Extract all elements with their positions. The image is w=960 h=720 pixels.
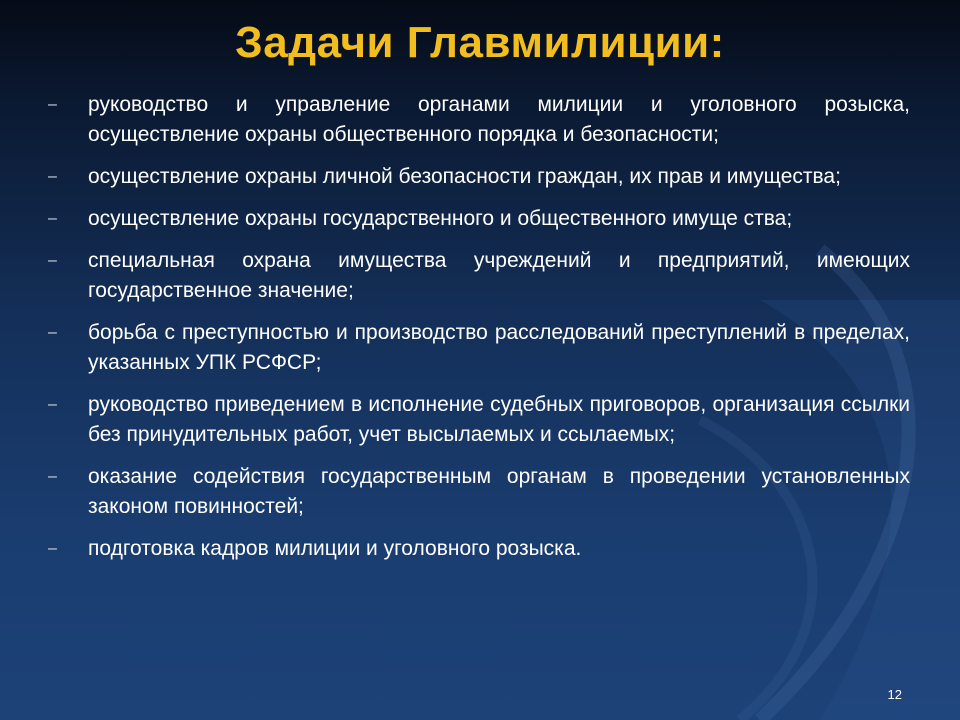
dash-bullet: – <box>48 252 57 269</box>
list-item-text: оказание содействия государственным органам в проведении установленных законом повинностей; <box>88 465 910 518</box>
dash-bullet: – <box>48 540 57 557</box>
list-item <box>48 318 910 378</box>
list-item <box>48 390 910 450</box>
list-item-text: осуществление охраны личной безопасности граждан, их прав и имущества; <box>88 165 841 188</box>
list-item <box>48 204 910 234</box>
list-item <box>48 90 910 150</box>
dash-bullet: – <box>48 168 57 185</box>
page-number: 12 <box>887 687 902 702</box>
list-item-text: руководство и управление органами милиции и уголовного розыска, осуществление охраны общественного порядка и безопасности; <box>88 93 910 146</box>
list-item-text: руководство приведением в исполнение судебных приговоров, организация ссылки без принудительных работ, учет высылаемых и ссылаемых; <box>88 393 910 446</box>
dash-bullet: – <box>48 468 57 485</box>
list-item <box>48 246 910 306</box>
dash-bullet: – <box>48 210 57 227</box>
task-list <box>48 90 910 576</box>
list-item-text: специальная охрана имущества учреждений и предприятий, имеющих государственное значение; <box>88 249 910 302</box>
list-item <box>48 534 910 564</box>
dash-bullet: – <box>48 396 57 413</box>
list-item <box>48 162 910 192</box>
list-item <box>48 462 910 522</box>
list-item-text: подготовка кадров милиции и уголовного розыска. <box>88 537 582 560</box>
slide-title: Задачи Главмилиции: <box>235 18 725 67</box>
dash-bullet: – <box>48 324 57 341</box>
dash-bullet: – <box>48 96 57 113</box>
list-item-text: осуществление охраны государственного и общественного имуще ства; <box>88 207 793 230</box>
list-item-text: борьба с преступностью и производство расследований преступлений в пределах, указанных УПК РСФСР; <box>88 321 910 374</box>
